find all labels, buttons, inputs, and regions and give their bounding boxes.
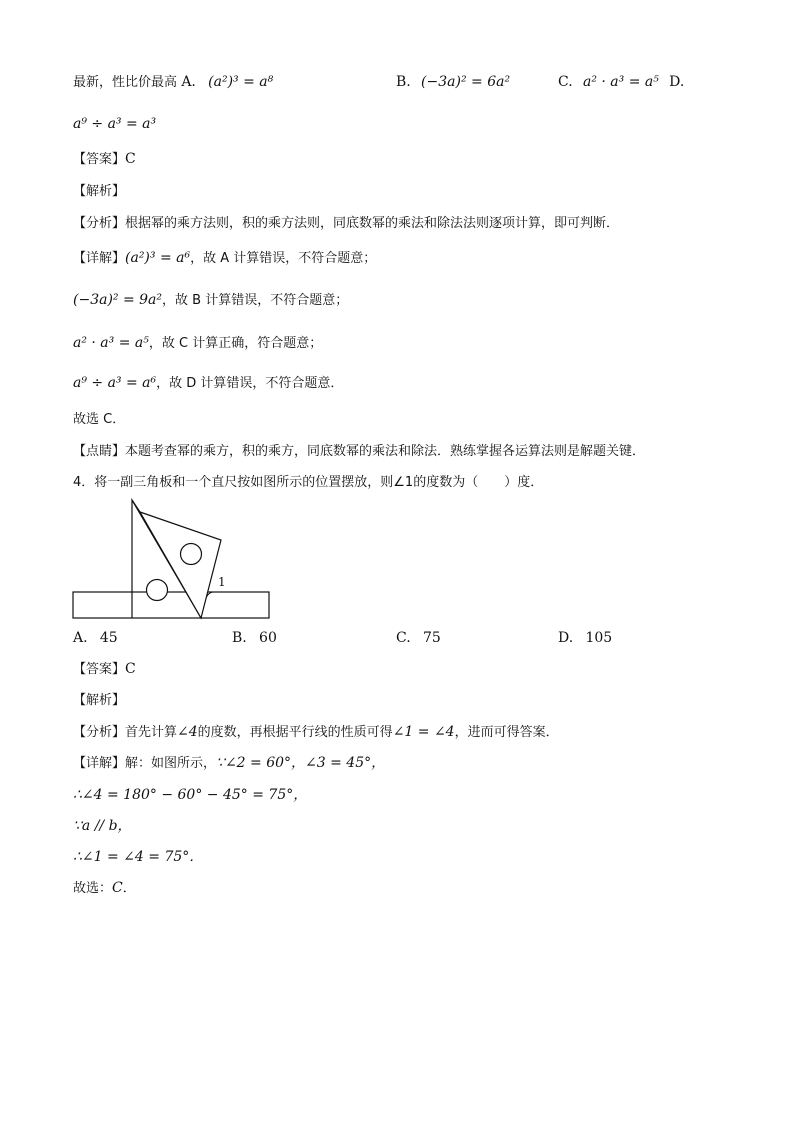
q3-detail2-text: ，故 B 计算错误，不符合题意；	[162, 293, 349, 308]
q3-detail-2	[73, 290, 348, 311]
q4-choose-end: ．	[122, 881, 136, 896]
q3-detail-label: 【详解】	[73, 251, 126, 266]
q4-fenxi-expr-2: ∠1 = ∠4	[392, 724, 455, 740]
q4-option-d	[558, 628, 612, 648]
q3-option-d-letter: D.	[669, 74, 685, 90]
q4-analysis-heading	[73, 690, 125, 711]
q4-fenxi-label: 【分析】	[73, 725, 126, 740]
q3-dianjing-label: 【点睛】	[73, 444, 126, 459]
q3-answer	[73, 149, 136, 170]
q4-detail-expr: ∵∠2 = 60°，∠3 = 45°，	[216, 755, 386, 771]
q4-choose	[73, 878, 136, 899]
q3-options-row	[73, 72, 273, 93]
q3-option-b-letter: B.	[396, 74, 411, 90]
q4-choose-text: 故选：	[73, 881, 113, 896]
q3-choose	[73, 409, 125, 430]
q3-detail2-expr: (−3a)² = 9a²	[73, 292, 163, 308]
angle-1-label: 1	[218, 575, 226, 589]
q3-option-b	[396, 72, 510, 92]
q4-stem-text: 4．将一副三角板和一个直尺按如图所示的位置摆放，则∠1的度数为（ ）度．	[73, 475, 544, 490]
q4-fenxi-text-3: ，进而可得答案．	[454, 725, 559, 740]
triangle-ruler-diagram	[72, 498, 277, 624]
q3-fenxi-text: 根据幂的乘方法则，积的乘方法则，同底数幂的乘法和除法法则逐项计算，即可判断．	[125, 216, 620, 231]
q3-detail-1	[73, 248, 376, 269]
q4-answer-label: 【答案】	[73, 662, 126, 677]
q3-fenxi-label: 【分析】	[73, 216, 126, 231]
q4-option-b	[232, 628, 277, 648]
q3-option-a-expr: (a²)³ = a⁸	[208, 74, 274, 90]
q4-answer-value: C	[125, 661, 136, 677]
q3-analysis-heading	[73, 181, 125, 202]
q4-choose-letter: C	[112, 880, 123, 896]
q4-stem	[73, 472, 543, 493]
q3-detail3-text: ，故 C 计算正确，符合题意；	[148, 336, 323, 351]
q4-step-1-text: ∴∠4 = 180° − 60° − 45° = 75°，	[73, 787, 308, 803]
q4-analysis-label: 【解析】	[73, 693, 126, 708]
q4-option-b-letter: B.	[232, 630, 247, 646]
q4-fenxi-text-1: 首先计算	[125, 725, 178, 740]
q3-choose-text: 故选 C．	[73, 412, 126, 427]
q3-detail4-expr: a⁹ ÷ a³ = a⁶	[73, 375, 157, 391]
q4-option-c-letter: C.	[396, 630, 411, 646]
q4-figure	[72, 498, 277, 628]
q4-option-d-value: 105	[585, 630, 613, 646]
q4-option-b-value: 60	[259, 630, 277, 646]
q3-detail1-expr: (a²)³ = a⁶	[125, 250, 191, 266]
q3-option-c	[558, 72, 684, 92]
triangle-hole-lower	[147, 580, 168, 601]
q3-analysis-label: 【解析】	[73, 184, 126, 199]
triangle-30-60-shape	[140, 512, 221, 618]
q4-detail-label: 【详解】	[73, 756, 126, 771]
q4-fenxi	[73, 722, 559, 743]
q4-option-d-letter: D.	[558, 630, 574, 646]
q4-option-a	[73, 628, 118, 648]
q4-fenxi-expr-1: ∠4	[177, 724, 198, 740]
q3-option-c-expr: a² · a³ = a⁵	[582, 74, 659, 90]
q4-step-1	[73, 785, 307, 805]
q3-option-d	[73, 114, 156, 134]
q4-fenxi-text-2: 的度数，再根据平行线的性质可得	[197, 725, 393, 740]
q4-option-a-letter: A.	[73, 630, 88, 646]
q3-fenxi	[73, 213, 619, 234]
q4-step-3-text: ∴∠1 = ∠4 = 75°．	[73, 849, 204, 865]
q3-option-a-letter: A.	[181, 74, 196, 90]
q4-option-c-value: 75	[422, 630, 441, 646]
q3-detail1-text: ，故 A 计算错误，不符合题意；	[190, 251, 377, 266]
q3-answer-label: 【答案】	[73, 152, 126, 167]
q3-option-c-letter: C.	[558, 74, 573, 90]
q3-dianjing	[73, 441, 645, 462]
q3-detail-3	[73, 333, 322, 354]
q3-option-d-expr: a⁹ ÷ a³ = a³	[73, 116, 157, 132]
q4-answer	[73, 659, 136, 680]
q4-step-2-text: ∵a // b，	[73, 818, 132, 834]
q4-step-3	[73, 847, 203, 867]
q3-intro: 最新，性比价最高	[73, 75, 178, 90]
q3-answer-value: C	[125, 151, 136, 167]
triangle-edge	[132, 500, 140, 512]
q3-option-b-expr: (−3a)² = 6a²	[421, 74, 511, 90]
q4-option-a-value: 45	[99, 630, 118, 646]
q3-detail-4	[73, 373, 343, 394]
q4-detail-text: 解：如图所示，	[125, 756, 217, 771]
q4-detail	[73, 753, 385, 774]
q3-detail3-expr: a² · a³ = a⁵	[73, 335, 149, 351]
q4-step-2	[73, 816, 132, 836]
ruler-shape	[73, 592, 269, 618]
q3-dianjing-text: 本题考查幂的乘方，积的乘方，同底数幂的乘法和除法．熟练掌握各运算法则是解题关键．	[125, 444, 646, 459]
q4-option-c	[396, 628, 441, 648]
q3-detail4-text: ，故 D 计算错误，不符合题意．	[156, 376, 344, 391]
